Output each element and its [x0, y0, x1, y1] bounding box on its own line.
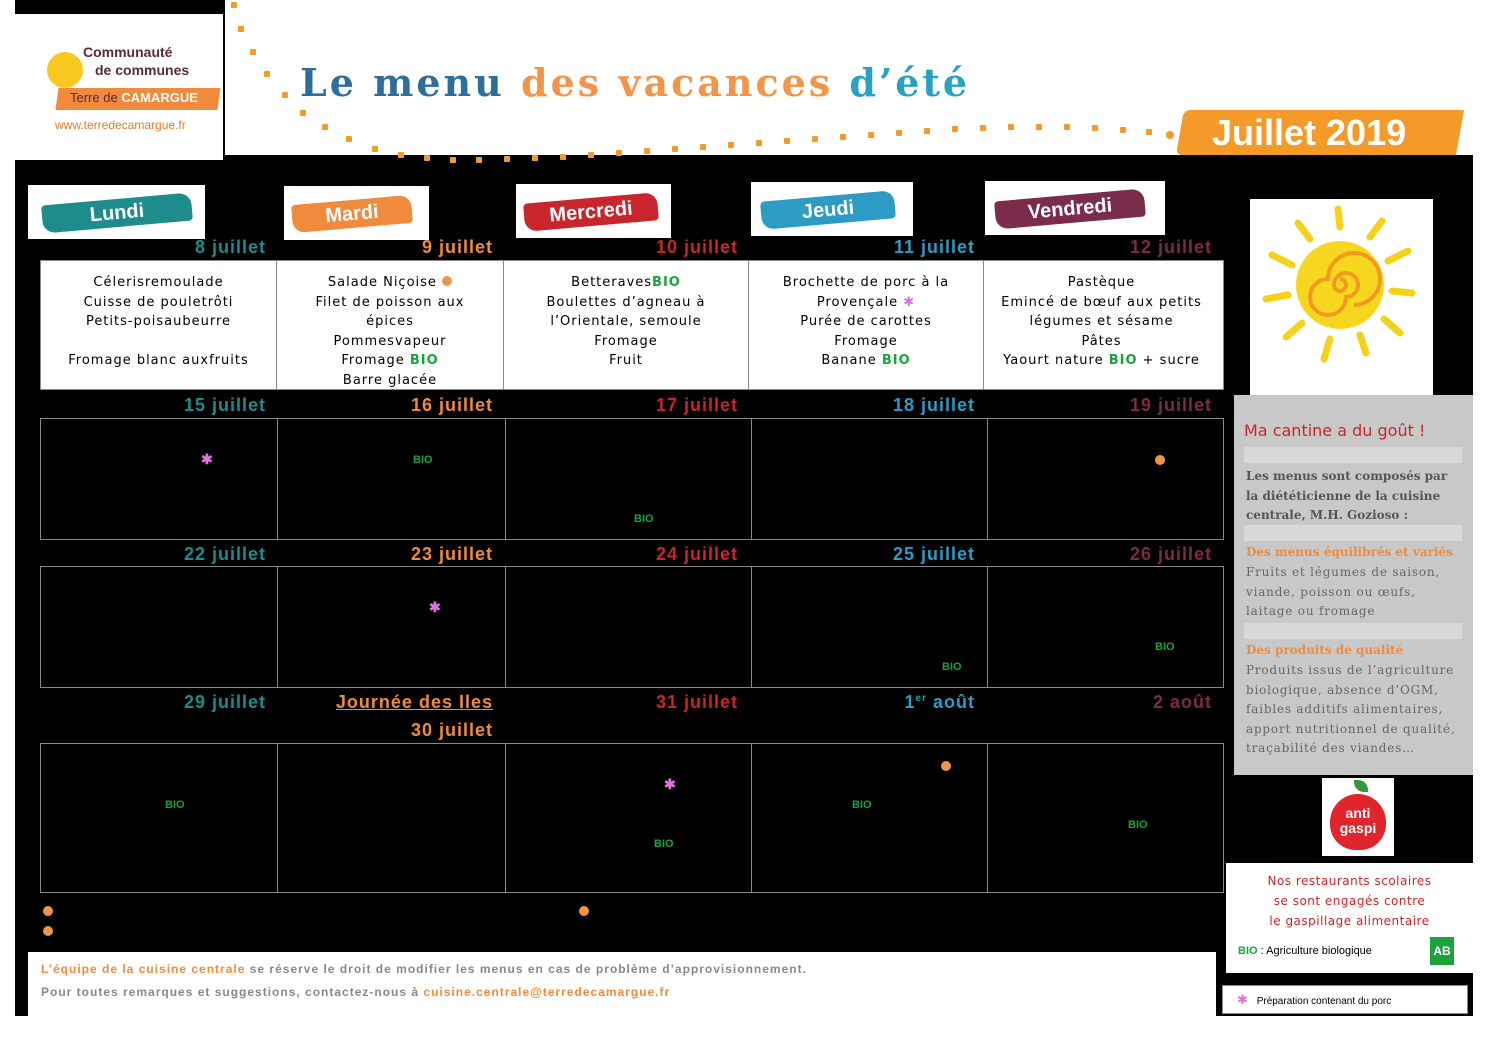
menu-cell-lundi — [41, 261, 277, 389]
menu-item: épices — [366, 314, 414, 330]
menu-cell-vendredi — [988, 744, 1223, 892]
day-card-lundi — [28, 185, 205, 239]
orange-dot-icon — [579, 906, 589, 916]
menu-week-3 — [40, 566, 1224, 688]
footer-contact-label: Pour toutes remarques et suggestions, contactez-nous à — [41, 985, 420, 999]
menu-cell-mercredi — [506, 567, 752, 687]
footer-line1 — [41, 962, 807, 976]
date-label: 22 juillet — [183, 544, 266, 564]
menu-item — [277, 273, 503, 293]
footer — [28, 952, 1216, 1016]
menu-item-text: Betteraves — [571, 275, 653, 290]
day-card-mardi — [284, 186, 429, 240]
menu-item-text: + sucre — [1142, 353, 1200, 369]
orange-dot-icon — [941, 761, 951, 771]
date-label: 12 juillet — [1129, 237, 1212, 257]
menu-cell-mardi — [277, 261, 504, 389]
engagement-text — [1226, 871, 1473, 931]
menu-item: Pastèque — [1067, 275, 1136, 290]
menu-cell-mardi — [278, 567, 506, 687]
menu-item: Fruit — [609, 353, 643, 369]
month-title: Juillet 2019 — [1212, 112, 1407, 153]
pork-legend — [1222, 985, 1468, 1014]
date-label: 10 juillet — [655, 237, 738, 257]
logo-line2: de communes — [95, 62, 190, 78]
day-card-jeudi — [751, 182, 913, 236]
day-label-vendredi: Vendredi — [994, 189, 1146, 230]
engagement-line: se sont engagés contre — [1273, 894, 1426, 908]
menu-cell-jeudi — [752, 744, 988, 892]
logo-url: www.terredecamargue.fr — [55, 118, 186, 132]
antigaspi-logo — [1322, 778, 1394, 856]
pork-icon: ✱ — [903, 294, 916, 310]
bio-badge: BIO — [409, 353, 439, 369]
orange-dot-icon — [43, 926, 53, 936]
menu-item: Cuisse de pouletrôti — [83, 294, 234, 310]
sun-icon — [1250, 199, 1433, 395]
bio-badge: BIO — [654, 838, 674, 850]
footer-note: se réserve le droit de modifier les menus en cas de problème d’approvisionnement. — [249, 962, 807, 976]
antigaspi-line2: gaspi — [1339, 820, 1377, 836]
date-label: 11 juillet — [893, 237, 975, 257]
menu-cell-mercredi — [506, 419, 752, 539]
engagement-line: Nos restaurants scolaires — [1267, 874, 1432, 888]
menu-item: Purée de carottes — [800, 314, 932, 330]
bio-legend-text: : Agriculture biologique — [1260, 945, 1372, 957]
menu-item: l’Orientale, semoule — [550, 314, 702, 330]
menu-week-4 — [40, 743, 1224, 893]
pork-icon: ✱ — [201, 451, 213, 467]
menu-item: Fromage — [594, 333, 658, 349]
info-strip — [1244, 525, 1462, 541]
menu-item: Fromage — [834, 333, 898, 349]
pork-icon: ✱ — [429, 599, 441, 615]
orange-dot-icon — [442, 276, 452, 286]
menu-cell-vendredi — [984, 261, 1219, 389]
date-label: 15 juillet — [183, 395, 266, 415]
date-label: 26 juillet — [1129, 544, 1212, 564]
date-label: 8 juillet — [194, 237, 266, 257]
date-label: 29 juillet — [183, 692, 266, 712]
menu-cell-lundi — [41, 419, 278, 539]
day-label-jeudi: Jeudi — [760, 190, 896, 230]
menu-cell-lundi — [41, 567, 278, 687]
title-part2: des vacances — [521, 60, 834, 105]
bio-badge: BIO — [1128, 819, 1148, 831]
date-day: 1 — [904, 692, 916, 712]
menu-week-1 — [40, 260, 1224, 390]
date-label: 2 août — [1152, 692, 1212, 712]
info-heading: Ma cantine a du goût ! — [1244, 421, 1426, 440]
menu-item — [984, 351, 1219, 371]
info-strip — [1244, 447, 1462, 463]
bio-badge: BIO — [852, 799, 872, 811]
page-title — [300, 60, 970, 105]
menu-item: Fromage blanc auxfruits — [68, 353, 249, 369]
footer-team: L’équipe de la cuisine centrale — [41, 962, 246, 976]
menu-week-2 — [40, 418, 1224, 540]
antigaspi-line1: anti — [1345, 805, 1371, 821]
bio-badge: BIO — [881, 353, 911, 369]
date-label: 30 juillet — [410, 720, 493, 740]
menu-item: Pommesvapeur — [333, 333, 447, 349]
pork-icon: ✱ — [664, 776, 676, 792]
info-panel — [1234, 395, 1473, 775]
apple-icon — [1330, 794, 1386, 850]
leaf-icon — [1354, 780, 1368, 792]
menu-item-text: Provençale — [816, 294, 899, 310]
menu-item: Boulettes d’agneau à — [546, 294, 706, 310]
day-card-vendredi — [985, 181, 1165, 235]
menu-item — [277, 351, 503, 371]
info-section-title: Des menus équilibrés et variés — [1246, 545, 1453, 559]
menu-item: légumes et sésame — [1029, 314, 1174, 330]
info-section-title: Des produits de qualité — [1246, 643, 1404, 657]
info-strip — [1244, 623, 1462, 639]
bio-badge: BIO — [165, 799, 185, 811]
date-label: 9 juillet — [421, 237, 493, 257]
bio-badge: BIO — [942, 661, 962, 673]
menu-cell-vendredi — [988, 419, 1223, 539]
menu-cell-mardi — [278, 419, 506, 539]
footer-line2 — [41, 985, 670, 999]
date-sup: er — [915, 693, 927, 704]
menu-cell-mercredi — [504, 261, 749, 389]
bio-badge: BIO — [1238, 945, 1258, 957]
info-section-text: Fruits et légumes de saison, viande, poisson ou œufs, laitage ou fromage — [1246, 565, 1441, 619]
menu-cell-jeudi — [752, 567, 988, 687]
menu-item-text: Banane — [821, 353, 877, 369]
bio-badge: BIO — [652, 275, 681, 290]
date-label: 25 juillet — [892, 544, 975, 564]
date-label: 19 juillet — [1129, 395, 1212, 415]
engagement-box — [1226, 863, 1473, 973]
info-section-text: Produits issus de l’agriculture biologique, absence d’OGM, faibles additifs alimentaires, apport nutritionnel de qualité, traçabilité des viandes… — [1246, 663, 1456, 756]
title-part1: Le menu — [300, 60, 505, 105]
logo-brand-a: Terre de — [70, 90, 118, 105]
bio-badge: BIO — [1155, 641, 1175, 653]
date-label: 23 juillet — [410, 544, 493, 564]
title-part3: d’été — [849, 60, 971, 105]
menu-item — [504, 273, 748, 293]
day-label-lundi: Lundi — [41, 193, 193, 234]
menu-cell-jeudi — [749, 261, 984, 389]
menu-item — [749, 293, 983, 313]
date-label: 16 juillet — [410, 395, 493, 415]
menu-item: Célerisremoulade — [93, 275, 224, 290]
menu-item: Pâtes — [1081, 333, 1122, 349]
menu-spacer — [41, 332, 276, 352]
date-label: 18 juillet — [892, 395, 975, 415]
menu-item — [749, 351, 983, 371]
menu-item-text: Salade Niçoise — [327, 275, 437, 290]
menu-item: Emincé de bœuf aux petits — [1001, 294, 1202, 310]
engagement-line: le gaspillage alimentaire — [1269, 914, 1430, 928]
orange-dot-icon — [1155, 455, 1165, 465]
menu-item-text: Yaourt nature — [1003, 353, 1104, 369]
pork-legend-text: Préparation contenant du porc — [1256, 996, 1392, 1007]
day-label-mardi: Mardi — [291, 195, 413, 233]
special-day-label: Journée des Iles — [335, 692, 493, 712]
sun-illustration — [1250, 199, 1433, 395]
menu-cell-vendredi — [988, 567, 1223, 687]
menu-cell-mardi — [278, 744, 506, 892]
orange-dot-icon — [43, 906, 53, 916]
date-label: 31 juillet — [655, 692, 738, 712]
menu-item: Filet de poisson aux — [315, 294, 465, 310]
bio-badge: BIO — [1108, 353, 1138, 369]
logo-brand-b: CAMARGUE — [121, 90, 198, 105]
menu-cell-lundi — [41, 744, 278, 892]
menu-cell-mercredi — [506, 744, 752, 892]
date-month: août — [933, 692, 975, 712]
info-intro: Les menus sont composés par la diététicienne de la cuisine centrale, M.H. Gozioso : — [1246, 469, 1448, 523]
bio-badge: BIO — [634, 513, 654, 525]
day-label-mercredi: Mercredi — [523, 192, 659, 232]
date-label — [800, 692, 975, 713]
menu-item-text: Fromage — [341, 353, 405, 369]
bio-badge: BIO — [413, 454, 433, 466]
ab-logo-icon: AB — [1430, 937, 1454, 965]
bio-legend — [1238, 945, 1372, 957]
date-label: 17 juillet — [655, 395, 738, 415]
contact-email-link[interactable]: cuisine.centrale@terredecamargue.fr — [423, 985, 671, 999]
day-card-mercredi — [516, 184, 671, 238]
menu-cell-jeudi — [752, 419, 988, 539]
menu-item: Petits-poisaubeurre — [85, 314, 232, 330]
menu-item: Brochette de porc à la — [782, 275, 950, 290]
pork-icon: ✱ — [1237, 992, 1248, 1007]
logo-line1: Communauté — [83, 44, 173, 60]
menu-item: Barre glacée — [342, 372, 438, 388]
date-label: 24 juillet — [655, 544, 738, 564]
